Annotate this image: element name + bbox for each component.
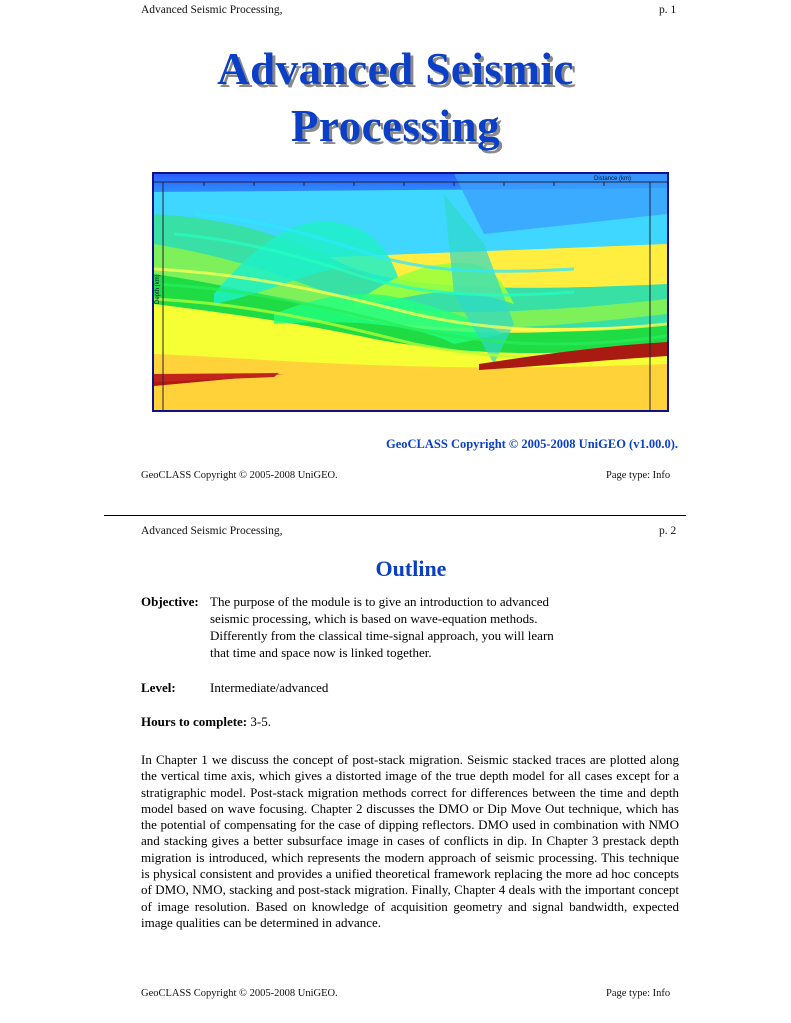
outline-heading: Outline — [375, 556, 447, 581]
hours-value: 3-5. — [250, 714, 271, 729]
page1-footer-page-type: Page type: Info — [606, 470, 671, 481]
figure-axis-left-label: Depth (km) — [155, 274, 161, 304]
page1-page-number: p. 1 — [659, 4, 677, 16]
page2-footer-copyright: GeoCLASS Copyright © 2005-2008 UniGEO. — [141, 988, 338, 999]
hours-label: Hours to complete: — [141, 714, 248, 729]
page-divider — [104, 515, 686, 516]
objective-line-1: The purpose of the module is to give an introduction to advanced — [210, 594, 549, 609]
page2-footer-page-type: Page type: Info — [606, 988, 671, 999]
figure-axis-top-label: Distance (km) — [594, 176, 632, 182]
objective-line-2: seismic processing, which is based on wave-equation methods. — [210, 611, 538, 626]
outline-paragraph: In Chapter 1 we discuss the concept of post-stack migration. Seismic stacked traces are plotted along the vertical time axis, which gives a distorted image of the true depth model for all cases except for a stratigraphic model. Post-stack migration methods correct for differences between the time and depth model based on wave focusing. Chapter 2 discusses the DMO or Dip Move Out technique, which has the potential of compensating for the case of dipping reflectors. DMO used in combination with NMO and stacking gives a better subsurface image in cases of conflicts in dip. In Chapter 3 prestack depth migration is introduced, which represents the modern approach of seismic processing. This technique is physical consistent and provides a unified theoretical framework replacing the more ad hoc concepts of DMO, NMO, stacking and post-stack migration. Finally, Chapter 4 deals with the important concept of image resolution. Based on knowledge of acquisition geometry and signal bandwidth, expected image qualities can be determined in advance. — [141, 752, 679, 930]
copyright-version-line: GeoCLASS Copyright © 2005-2008 UniGEO (v1.00.0). — [386, 437, 678, 451]
objective-line-3: Differently from the classical time-signal approach, you will learn — [210, 628, 554, 643]
level-value: Intermediate/advanced — [210, 680, 329, 695]
seismic-figure-svg — [154, 174, 667, 410]
page1-header-title: Advanced Seismic Processing, — [141, 4, 283, 16]
page2-header-title: Advanced Seismic Processing, — [141, 525, 283, 537]
seismic-velocity-model-image — [152, 172, 669, 412]
objective-label: Objective: — [141, 594, 199, 609]
page1-footer-copyright: GeoCLASS Copyright © 2005-2008 UniGEO. — [141, 470, 338, 481]
main-title-line2: Processing — [290, 101, 501, 151]
main-title-line1: Advanced Seismic — [217, 44, 574, 94]
page2-page-number: p. 2 — [659, 525, 677, 537]
objective-line-4: that time and space now is linked together. — [210, 645, 432, 660]
level-label: Level: — [141, 680, 176, 695]
hours-row — [141, 714, 271, 730]
